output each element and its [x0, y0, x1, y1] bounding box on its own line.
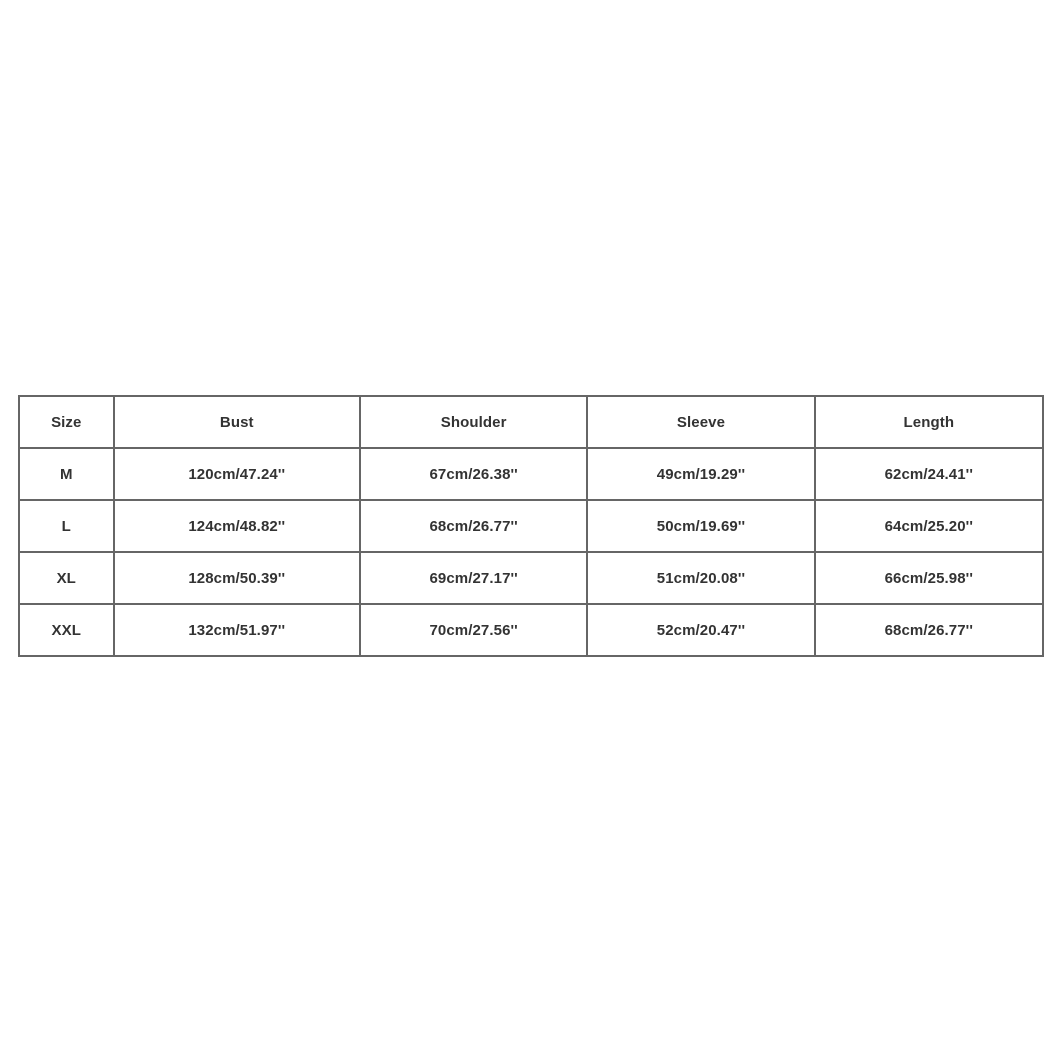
- size-chart-table: [18, 395, 1044, 657]
- cell-bust: 132cm/51.97'': [114, 604, 360, 656]
- table-row: [19, 500, 1043, 552]
- table-row: [19, 552, 1043, 604]
- cell-length: 66cm/25.98'': [815, 552, 1043, 604]
- cell-shoulder: 67cm/26.38'': [360, 448, 587, 500]
- cell-length: 62cm/24.41'': [815, 448, 1043, 500]
- cell-sleeve: 51cm/20.08'': [587, 552, 814, 604]
- cell-bust: 128cm/50.39'': [114, 552, 360, 604]
- cell-length: 68cm/26.77'': [815, 604, 1043, 656]
- cell-size: L: [19, 500, 114, 552]
- cell-size: XXL: [19, 604, 114, 656]
- header-length: Length: [815, 396, 1043, 448]
- header-shoulder: Shoulder: [360, 396, 587, 448]
- table-row: [19, 604, 1043, 656]
- cell-shoulder: 68cm/26.77'': [360, 500, 587, 552]
- cell-bust: 124cm/48.82'': [114, 500, 360, 552]
- header-size: Size: [19, 396, 114, 448]
- header-sleeve: Sleeve: [587, 396, 814, 448]
- cell-bust: 120cm/47.24'': [114, 448, 360, 500]
- cell-shoulder: 69cm/27.17'': [360, 552, 587, 604]
- cell-size: M: [19, 448, 114, 500]
- cell-length: 64cm/25.20'': [815, 500, 1043, 552]
- table-row: [19, 448, 1043, 500]
- cell-sleeve: 52cm/20.47'': [587, 604, 814, 656]
- cell-shoulder: 70cm/27.56'': [360, 604, 587, 656]
- table-header-row: [19, 396, 1043, 448]
- header-bust: Bust: [114, 396, 360, 448]
- cell-size: XL: [19, 552, 114, 604]
- cell-sleeve: 49cm/19.29'': [587, 448, 814, 500]
- cell-sleeve: 50cm/19.69'': [587, 500, 814, 552]
